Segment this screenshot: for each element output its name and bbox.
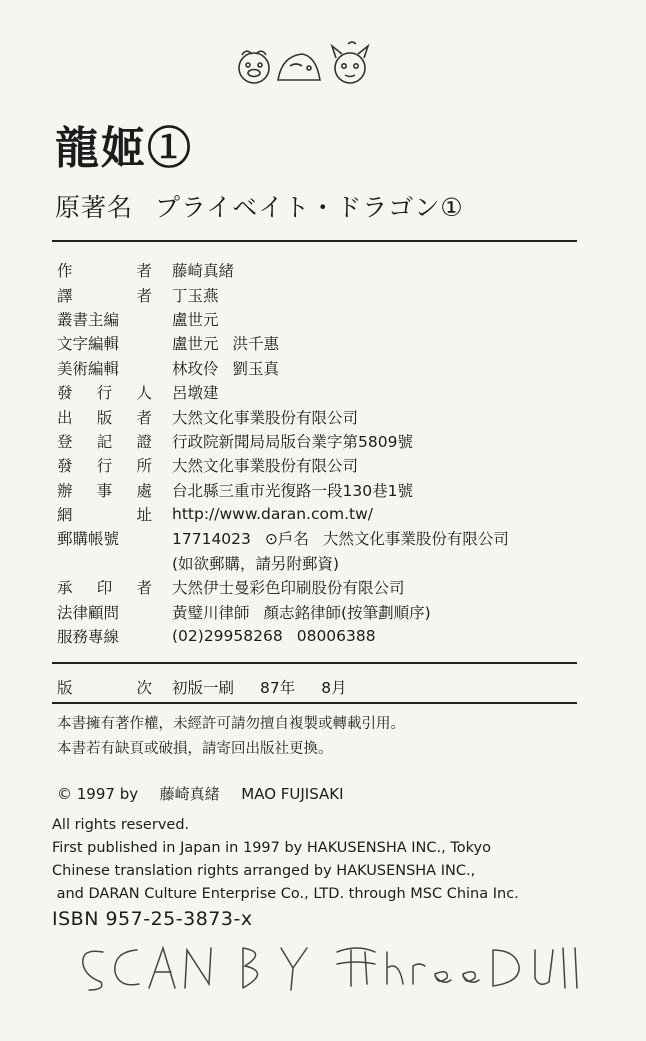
credit-value-part: 顏志銘律師(按筆劃順序) <box>263 603 431 622</box>
credit-value-part: 藤崎真緒 <box>172 262 235 281</box>
credit-label <box>57 430 172 452</box>
credit-value <box>172 259 234 281</box>
credit-value-part: 17714023 <box>172 530 251 549</box>
divider-lower <box>52 702 577 704</box>
credit-row <box>57 575 577 599</box>
credit-value <box>172 527 509 549</box>
credit-label-char: 辦 <box>57 481 73 500</box>
credit-value-part: 洪千惠 <box>232 335 280 354</box>
edition-label <box>57 676 172 698</box>
credit-label <box>57 601 172 623</box>
credit-value-part: 林玫伶 <box>172 359 219 378</box>
credit-value-part: 08006388 <box>296 627 376 646</box>
credit-label-char: 記 <box>96 432 113 451</box>
divider-middle <box>52 662 577 664</box>
english-line: All rights reserved. <box>52 817 190 833</box>
english-notes <box>52 814 519 906</box>
credit-label-char: 譯 <box>57 286 73 305</box>
english-line: and DARAN Culture Enterprise Co., LTD. through MSC China Inc. <box>52 886 519 902</box>
credit-label-char: 服務專線 <box>57 628 120 647</box>
credit-label-char: 者 <box>136 579 152 598</box>
credit-value-part: 大然文化事業股份有限公司 <box>172 408 359 427</box>
credit-label <box>57 479 172 501</box>
credit-value-part: 劉玉真 <box>232 359 280 378</box>
credit-label-char: 印 <box>96 579 113 598</box>
copyright-author-jp: 藤崎真緒 <box>159 785 220 803</box>
edition-label-char: 版 <box>57 679 73 697</box>
credit-label-char: 叢書主編 <box>57 310 120 329</box>
credit-label <box>57 454 172 476</box>
credit-value <box>172 576 405 598</box>
credit-row <box>57 404 577 428</box>
isbn: ISBN 957-25-3873-x <box>52 908 253 930</box>
credit-value-part: http://www.daran.com.tw/ <box>172 505 373 524</box>
credit-label-char: 行 <box>96 384 113 403</box>
credit-label-char: 網 <box>57 506 73 525</box>
credit-row <box>57 331 577 355</box>
credit-row <box>57 624 577 648</box>
credit-label-char: 法律顧問 <box>57 603 120 622</box>
credit-row <box>57 453 577 477</box>
credit-label-char: 美術編輯 <box>57 359 120 378</box>
credit-label-char: 作 <box>57 262 73 281</box>
credit-label <box>57 259 172 281</box>
credit-label-char: 處 <box>136 481 152 500</box>
credit-label <box>57 357 172 379</box>
credits-list <box>57 258 577 648</box>
credit-label-char: 者 <box>136 286 152 305</box>
credit-row <box>57 551 577 575</box>
credit-label-char: 發 <box>57 384 73 403</box>
credit-value-part: 盧世元 <box>172 335 219 354</box>
credit-value <box>172 552 339 574</box>
credit-label-char: 者 <box>136 262 152 281</box>
credit-label-char: 人 <box>136 384 152 403</box>
credit-label-char: 出 <box>57 408 73 427</box>
credit-value <box>172 332 279 354</box>
original-title-value: プライベイト・ドラゴン① <box>155 193 464 222</box>
credit-label-char: 證 <box>136 432 152 451</box>
credit-value-part: 大然文化事業股份有限公司 <box>172 457 359 476</box>
credit-value-part: 黃璧川律師 <box>172 603 250 622</box>
credit-row <box>57 526 577 550</box>
edition-row <box>57 676 577 698</box>
edition-value <box>172 676 347 698</box>
credit-label <box>57 625 172 647</box>
credit-value <box>172 430 413 452</box>
credit-value-part: 呂墩建 <box>172 384 219 403</box>
credit-value-part: 大然伊士曼彩色印刷股份有限公司 <box>172 579 405 598</box>
credit-row <box>57 429 577 453</box>
scan-credit-handwriting <box>75 938 585 998</box>
credit-label <box>57 406 172 428</box>
credit-label <box>57 381 172 403</box>
credit-value <box>172 505 373 523</box>
credit-value-part: 行政院新聞局局版台業字第5809號 <box>172 432 413 451</box>
credit-label <box>57 503 172 525</box>
credit-label-char: 者 <box>136 408 152 427</box>
credit-row <box>57 307 577 331</box>
credit-value-part: ⊙戶名 <box>264 530 309 549</box>
credit-label-char: 承 <box>57 579 73 598</box>
credit-label-char: 事 <box>96 481 113 500</box>
note-line: 本書擁有著作權，未經許可請勿擅自複製或轉載引用。 <box>57 716 405 732</box>
credit-value-part: 台北縣三重市光復路一段130巷1號 <box>172 481 413 500</box>
original-title-line <box>55 188 464 224</box>
credit-row <box>57 478 577 502</box>
animal-doodles-drawing <box>232 38 382 88</box>
edition-value-part: 初版一刷 <box>172 679 235 697</box>
copyright-prefix: © 1997 by <box>57 785 139 803</box>
credit-value <box>172 601 431 623</box>
edition-value-part: 87年 <box>260 679 296 697</box>
credit-value-part: 大然文化事業股份有限公司 <box>322 530 509 549</box>
credit-label-char: 所 <box>136 457 152 476</box>
credit-value <box>172 357 279 379</box>
book-title: 龍姬① <box>55 123 193 174</box>
credit-label-char: 郵購帳號 <box>57 530 120 549</box>
credit-label <box>57 332 172 354</box>
credit-label <box>57 527 172 549</box>
credit-label-char: 登 <box>57 432 73 451</box>
credit-value-part: (02)29958268 <box>172 627 283 646</box>
credit-label-char: 發 <box>57 457 73 476</box>
copyright-line <box>57 783 344 804</box>
credit-value-part: 盧世元 <box>172 310 219 329</box>
credit-value <box>172 454 358 476</box>
credit-row <box>57 599 577 623</box>
credit-label-char: 版 <box>96 408 113 427</box>
credit-label <box>57 308 172 330</box>
credit-row <box>57 502 577 526</box>
credit-value <box>172 479 413 501</box>
credit-value <box>172 381 219 403</box>
english-line: Chinese translation rights arranged by HAKUSENSHA INC., <box>52 863 476 879</box>
credit-value <box>172 627 376 645</box>
credit-label-char: 行 <box>96 457 113 476</box>
edition-label-char: 次 <box>136 679 152 697</box>
credit-label-char: 址 <box>136 506 152 525</box>
credit-label <box>57 284 172 306</box>
credit-label <box>57 576 172 598</box>
credit-value-part: (如欲郵購，請另附郵資) <box>172 554 340 573</box>
credit-value-part: 丁玉燕 <box>172 286 219 305</box>
english-line: First published in Japan in 1997 by HAKUSENSHA INC., Tokyo <box>52 840 491 856</box>
credit-label-char: 文字編輯 <box>57 335 120 354</box>
copyright-notes <box>57 712 405 762</box>
original-title-label: 原著名 <box>55 193 134 222</box>
credit-row <box>57 258 577 282</box>
copyright-author-en: MAO FUJISAKI <box>241 785 344 803</box>
credit-value <box>172 284 219 306</box>
credit-value <box>172 308 219 330</box>
credit-value <box>172 406 358 428</box>
credit-row <box>57 380 577 404</box>
divider-top <box>52 240 577 242</box>
edition-value-part: 8月 <box>321 679 347 697</box>
note-line: 本書若有缺頁或破損，請寄回出版社更換。 <box>57 741 333 757</box>
credit-row <box>57 356 577 380</box>
credit-row <box>57 282 577 306</box>
